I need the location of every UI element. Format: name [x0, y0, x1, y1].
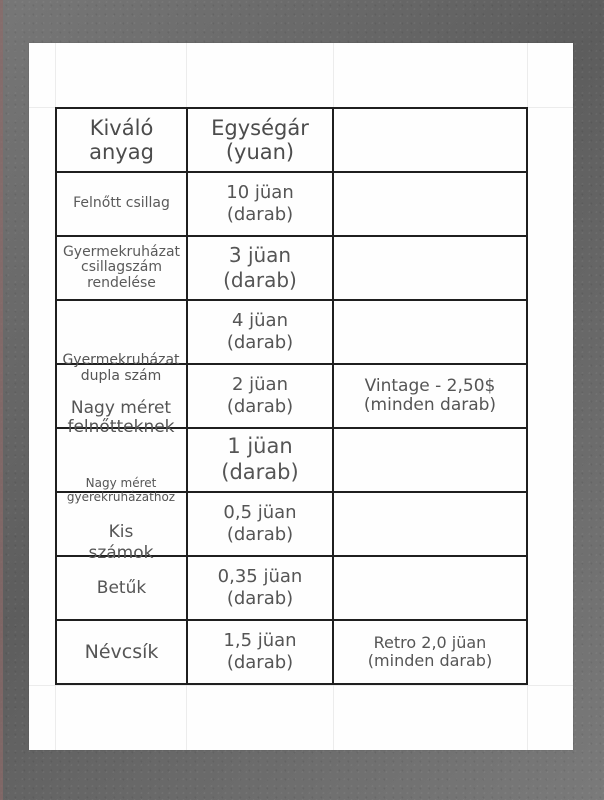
- row-price-5: 1 jüan (darab): [221, 434, 299, 484]
- row-note-2: [334, 237, 526, 299]
- overlay-small-numbers: Kis számok: [88, 522, 154, 563]
- header-material: Kiváló anyag: [89, 115, 154, 164]
- row-note-1: [334, 173, 526, 235]
- guide-line: [29, 685, 573, 686]
- row-note-5: [334, 429, 526, 491]
- row-item-1: Felnőtt csillag: [73, 195, 170, 212]
- row-price-8: 1,5 jüan (darab): [223, 629, 297, 673]
- row-price-2: 3 jüan (darab): [223, 243, 297, 292]
- table-border: [55, 683, 528, 685]
- header-note: [334, 109, 526, 171]
- overlay-kid-double: Gyermekruházat dupla szám: [62, 352, 180, 384]
- row-item-2: Gyermekruházat csillagszám rendelése: [62, 243, 181, 291]
- row-note-4: Vintage - 2,50$ (minden darab): [363, 376, 497, 415]
- row-price-6: 0,5 jüan (darab): [223, 501, 297, 545]
- price-table: [55, 107, 528, 685]
- row-note-8: Retro 2,0 jüan (minden darab): [367, 633, 493, 670]
- row-price-1: 10 jüan (darab): [226, 181, 294, 225]
- row-price-7: 0,35 jüan (darab): [217, 565, 303, 609]
- image-edge: [0, 0, 3, 800]
- overlay-kids-large: Nagy méret gyerekruházathoz: [66, 476, 176, 505]
- row-price-3: 4 jüan (darab): [226, 309, 294, 353]
- row-price-4: 2 jüan (darab): [226, 373, 294, 417]
- table-border: [526, 107, 528, 685]
- row-item-7: Betűk: [96, 577, 147, 598]
- row-note-6: [334, 493, 526, 555]
- overlay-adult-large: Nagy méret felnőtteknek: [67, 398, 175, 438]
- row-note-7: [334, 557, 526, 619]
- header-price: Egységár (yuan): [211, 115, 309, 164]
- row-item-8: Névcsík: [84, 640, 159, 663]
- row-note-3: [334, 301, 526, 363]
